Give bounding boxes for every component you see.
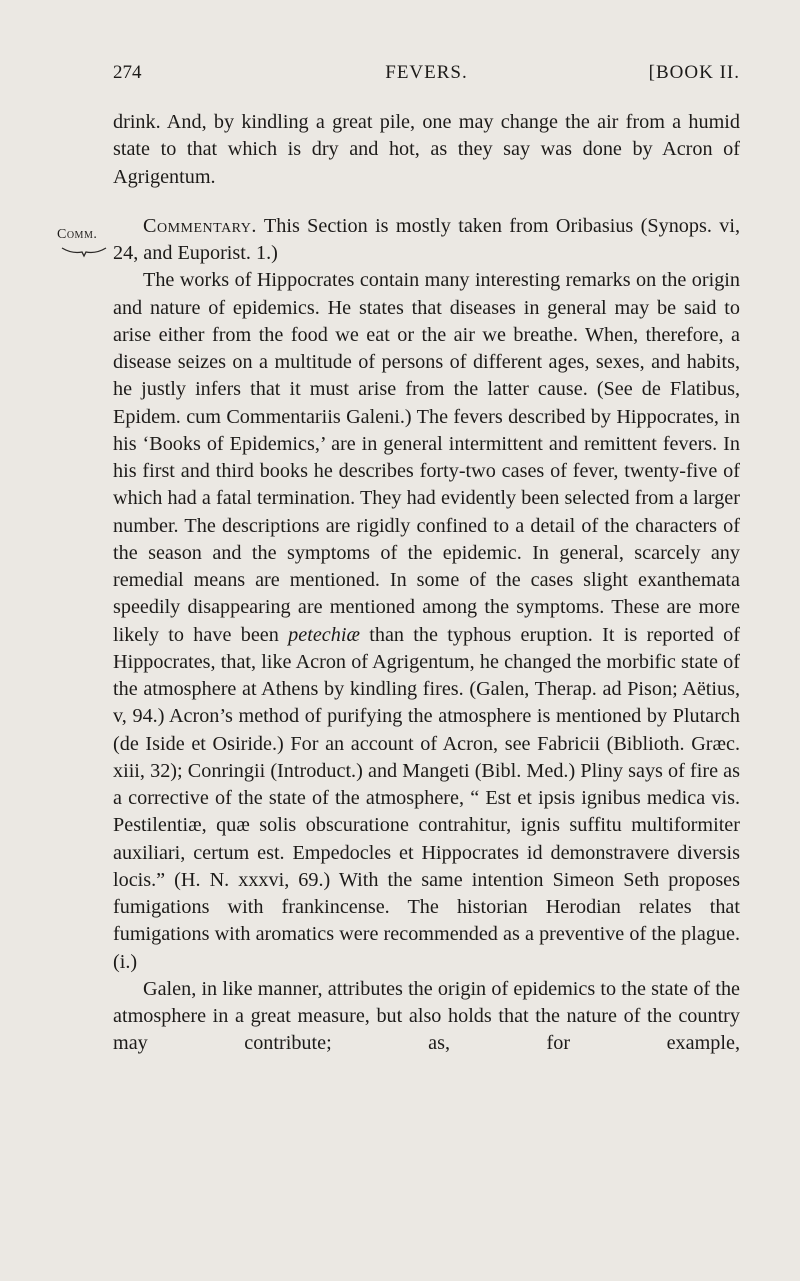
running-title: FEVERS.: [385, 62, 468, 83]
page-header: [113, 62, 740, 90]
page-number: 274: [113, 62, 142, 83]
margin-note-commentary: Comm.: [57, 227, 98, 242]
paragraph-continuation: drink. And, by kindling a great pile, one may change the air from a humid state to that which is dry and hot, as they say was done by Acron of Agrigentum.: [113, 111, 740, 188]
commentary-heading: Commentary.: [143, 214, 257, 237]
italic-term: petechiæ: [288, 623, 360, 646]
book-reference: [BOOK II.: [648, 62, 740, 83]
paragraph-commentary-intro: [113, 213, 740, 268]
paragraph-hippocrates: [113, 267, 740, 976]
paragraph-text: than the typhous eruption. It is reported of Hippocrates, that, like Acron of Agrigentum, he changed the morbific state of the atmosphere at Athens by kindling fires. (Galen, Therap. ad Pison; Aëtius, v, 94.) Acron’s method of purifying the atmosphere is mentioned by Plutarch (de Iside et Osiride.) For an account of Acron, see Fabricii (Biblioth. Græc. xiii, 32); Conringii (Introduct.) and Mangeti (Bibl. Med.) Pliny says of fire as a corrective of the state of the atmosphere, “ Est et ipsis ignibus medica vis. Pestilentiæ, quæ solis obscuratione contrahitur, ignis suffitu multiformiter auxiliari, certum est. Empedocles et Hippocrates id demonstravere diversis locis.” (H. N. xxxvi, 69.) With the same intention Simeon Seth proposes fumigations with frankincense. The historian Herodian relates that fumigations with aromatics were recommended as a preventive of the plague. (i.): [113, 623, 740, 973]
body-text: [113, 109, 740, 1058]
margin-brace: [60, 244, 108, 258]
commentary-intro-text: This Section is mostly taken from Oribasius (Synops. vi, 24, and Euporist. 1.): [113, 214, 740, 264]
paragraph-text: The works of Hippocrates contain many interesting remarks on the origin and nature of epidemics. He states that diseases in general may be said to arise either from the food we eat or the air we breathe. When, therefore, a disease seizes on a multitude of persons of different ages, sexes, and habits, he justly infers that it must arise from the latter cause. (See de Flatibus, Epidem. cum Commentariis Galeni.) The fevers described by Hippocrates, in his ‘Books of Epidemics,’ are in general intermittent and remittent fevers. In his first and third books he describes forty-two cases of fever, twenty-five of which had a fatal termination. They had evidently been selected from a larger number. The descriptions are rigidly confined to a detail of the characters of the season and the symptoms of the epidemic. In general, scarcely any remedial means are mentioned. In some of the cases slight exanthemata speedily disappearing are mentioned among the symptoms. These are more likely to have been: [113, 269, 740, 646]
paragraph-galen: Galen, in like manner, attributes the origin of epidemics to the state of the atmosphere in a great measure, but also holds that the nature of the country may contribute; as, for example,: [113, 977, 740, 1055]
